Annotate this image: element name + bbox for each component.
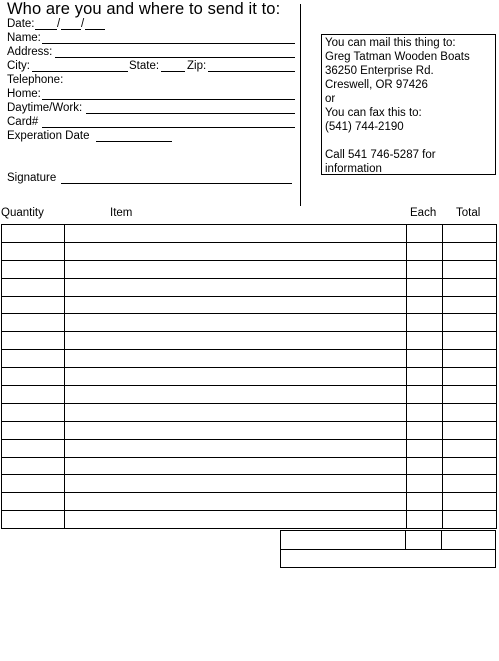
item-cell[interactable] <box>65 475 407 493</box>
expiration-date-field[interactable] <box>96 141 172 142</box>
item-cell[interactable] <box>65 278 407 296</box>
mail-info-line: 36250 Enterprise Rd. <box>325 65 434 77</box>
state-field[interactable] <box>161 71 185 72</box>
item-cell[interactable] <box>65 225 407 243</box>
quantity-cell[interactable] <box>2 386 65 404</box>
item-cell[interactable] <box>65 368 407 386</box>
mail-info-line: or <box>325 93 336 105</box>
item-cell[interactable] <box>65 350 407 368</box>
name-label: Name: <box>7 32 41 44</box>
total-cell[interactable] <box>443 421 497 439</box>
card-number-label: Card# <box>7 116 39 128</box>
quantity-cell[interactable] <box>2 260 65 278</box>
each-cell[interactable] <box>407 278 443 296</box>
table-row <box>2 350 497 368</box>
table-row <box>2 493 497 511</box>
mail-info-line: Greg Tatman Wooden Boats <box>325 51 470 63</box>
quantity-cell[interactable] <box>2 225 65 243</box>
table-row <box>2 457 497 475</box>
total-cell[interactable] <box>443 242 497 260</box>
mail-info-line: You can fax this to: <box>325 107 422 119</box>
mail-info-line: information <box>325 163 382 175</box>
zip-label: Zip: <box>187 60 207 72</box>
mail-info-box <box>321 34 496 175</box>
mail-info-line: You can mail this thing to: <box>325 37 456 49</box>
city-label: City: <box>7 60 30 72</box>
address-field[interactable] <box>55 57 295 58</box>
table-row <box>2 296 497 314</box>
each-cell[interactable] <box>407 386 443 404</box>
item-cell[interactable] <box>65 296 407 314</box>
quantity-cell[interactable] <box>2 350 65 368</box>
each-cell[interactable] <box>407 457 443 475</box>
table-row <box>2 475 497 493</box>
item-cell[interactable] <box>65 439 407 457</box>
quantity-cell[interactable] <box>2 511 65 529</box>
column-header-item: Item <box>110 207 133 219</box>
item-cell[interactable] <box>65 493 407 511</box>
total-cell[interactable] <box>443 457 497 475</box>
quantity-cell[interactable] <box>2 493 65 511</box>
grand-total-cell[interactable] <box>281 550 496 568</box>
total-cell[interactable] <box>443 386 497 404</box>
total-cell[interactable] <box>443 493 497 511</box>
home-phone-label: Home: <box>7 88 41 100</box>
order-table <box>1 224 497 529</box>
each-cell[interactable] <box>407 332 443 350</box>
table-row <box>2 421 497 439</box>
subtotal-total-cell[interactable] <box>442 531 496 550</box>
quantity-cell[interactable] <box>2 421 65 439</box>
date-label: Date: <box>7 18 35 30</box>
table-row <box>2 242 497 260</box>
quantity-cell[interactable] <box>2 296 65 314</box>
item-cell[interactable] <box>65 314 407 332</box>
quantity-cell[interactable] <box>2 368 65 386</box>
section-divider <box>300 4 301 206</box>
column-header-each: Each <box>410 207 437 219</box>
state-label: State: <box>129 60 160 72</box>
table-row <box>2 278 497 296</box>
table-row <box>2 403 497 421</box>
each-cell[interactable] <box>407 314 443 332</box>
table-row <box>2 332 497 350</box>
subtotal-each-cell[interactable] <box>406 531 442 550</box>
table-row <box>2 225 497 243</box>
each-cell[interactable] <box>407 368 443 386</box>
date-separator: / <box>57 18 61 30</box>
table-row <box>2 260 497 278</box>
home-phone-field[interactable] <box>42 99 295 100</box>
mail-info-line: Creswell, OR 97426 <box>325 79 428 91</box>
each-cell[interactable] <box>407 493 443 511</box>
each-cell[interactable] <box>407 296 443 314</box>
item-cell[interactable] <box>65 403 407 421</box>
telephone-label: Telephone: <box>7 74 64 86</box>
each-cell[interactable] <box>407 225 443 243</box>
table-row <box>2 386 497 404</box>
total-cell[interactable] <box>443 403 497 421</box>
table-row <box>2 439 497 457</box>
work-phone-label: Daytime/Work: <box>7 102 83 114</box>
name-field[interactable] <box>42 43 295 44</box>
total-cell[interactable] <box>443 225 497 243</box>
date-day-field[interactable] <box>61 29 81 30</box>
total-cell[interactable] <box>443 260 497 278</box>
item-cell[interactable] <box>65 386 407 404</box>
column-header-total: Total <box>456 207 481 219</box>
total-cell[interactable] <box>443 475 497 493</box>
form-heading: Who are you and where to send it to: <box>7 0 281 18</box>
each-cell[interactable] <box>407 260 443 278</box>
item-cell[interactable] <box>65 260 407 278</box>
total-cell[interactable] <box>443 368 497 386</box>
table-row <box>2 314 497 332</box>
quantity-cell[interactable] <box>2 439 65 457</box>
quantity-cell[interactable] <box>2 475 65 493</box>
subtotal-label-cell <box>281 531 406 550</box>
each-cell[interactable] <box>407 421 443 439</box>
item-cell[interactable] <box>65 457 407 475</box>
mail-info-line: (541) 744-2190 <box>325 121 404 133</box>
date-month-field[interactable] <box>35 29 57 30</box>
work-phone-field[interactable] <box>86 113 295 114</box>
each-cell[interactable] <box>407 350 443 368</box>
column-header-quantity: Quantity <box>1 207 44 219</box>
zip-field[interactable] <box>208 71 295 72</box>
total-cell[interactable] <box>443 332 497 350</box>
total-cell[interactable] <box>443 439 497 457</box>
date-separator: / <box>81 18 85 30</box>
total-cell[interactable] <box>443 511 497 529</box>
quantity-cell[interactable] <box>2 457 65 475</box>
totals-table <box>280 530 496 568</box>
each-cell[interactable] <box>407 403 443 421</box>
item-cell[interactable] <box>65 421 407 439</box>
quantity-cell[interactable] <box>2 242 65 260</box>
each-cell[interactable] <box>407 242 443 260</box>
quantity-cell[interactable] <box>2 332 65 350</box>
table-row <box>2 368 497 386</box>
total-cell[interactable] <box>443 314 497 332</box>
card-number-field[interactable] <box>42 127 295 128</box>
signature-field[interactable] <box>61 183 292 184</box>
item-cell[interactable] <box>65 332 407 350</box>
date-year-field[interactable] <box>85 29 105 30</box>
item-cell[interactable] <box>65 242 407 260</box>
mail-info-line: Call 541 746-5287 for <box>325 149 436 161</box>
expiration-date-label: Experation Date <box>7 130 90 142</box>
quantity-cell[interactable] <box>2 278 65 296</box>
address-label: Address: <box>7 46 53 58</box>
total-cell[interactable] <box>443 350 497 368</box>
total-cell[interactable] <box>443 278 497 296</box>
signature-label: Signature <box>7 172 57 184</box>
table-row <box>2 511 497 529</box>
each-cell[interactable] <box>407 439 443 457</box>
mail-info-line <box>325 134 495 148</box>
quantity-cell[interactable] <box>2 314 65 332</box>
city-field[interactable] <box>32 71 128 72</box>
item-cell[interactable] <box>65 511 407 529</box>
total-cell[interactable] <box>443 296 497 314</box>
quantity-cell[interactable] <box>2 403 65 421</box>
each-cell[interactable] <box>407 475 443 493</box>
each-cell[interactable] <box>407 511 443 529</box>
